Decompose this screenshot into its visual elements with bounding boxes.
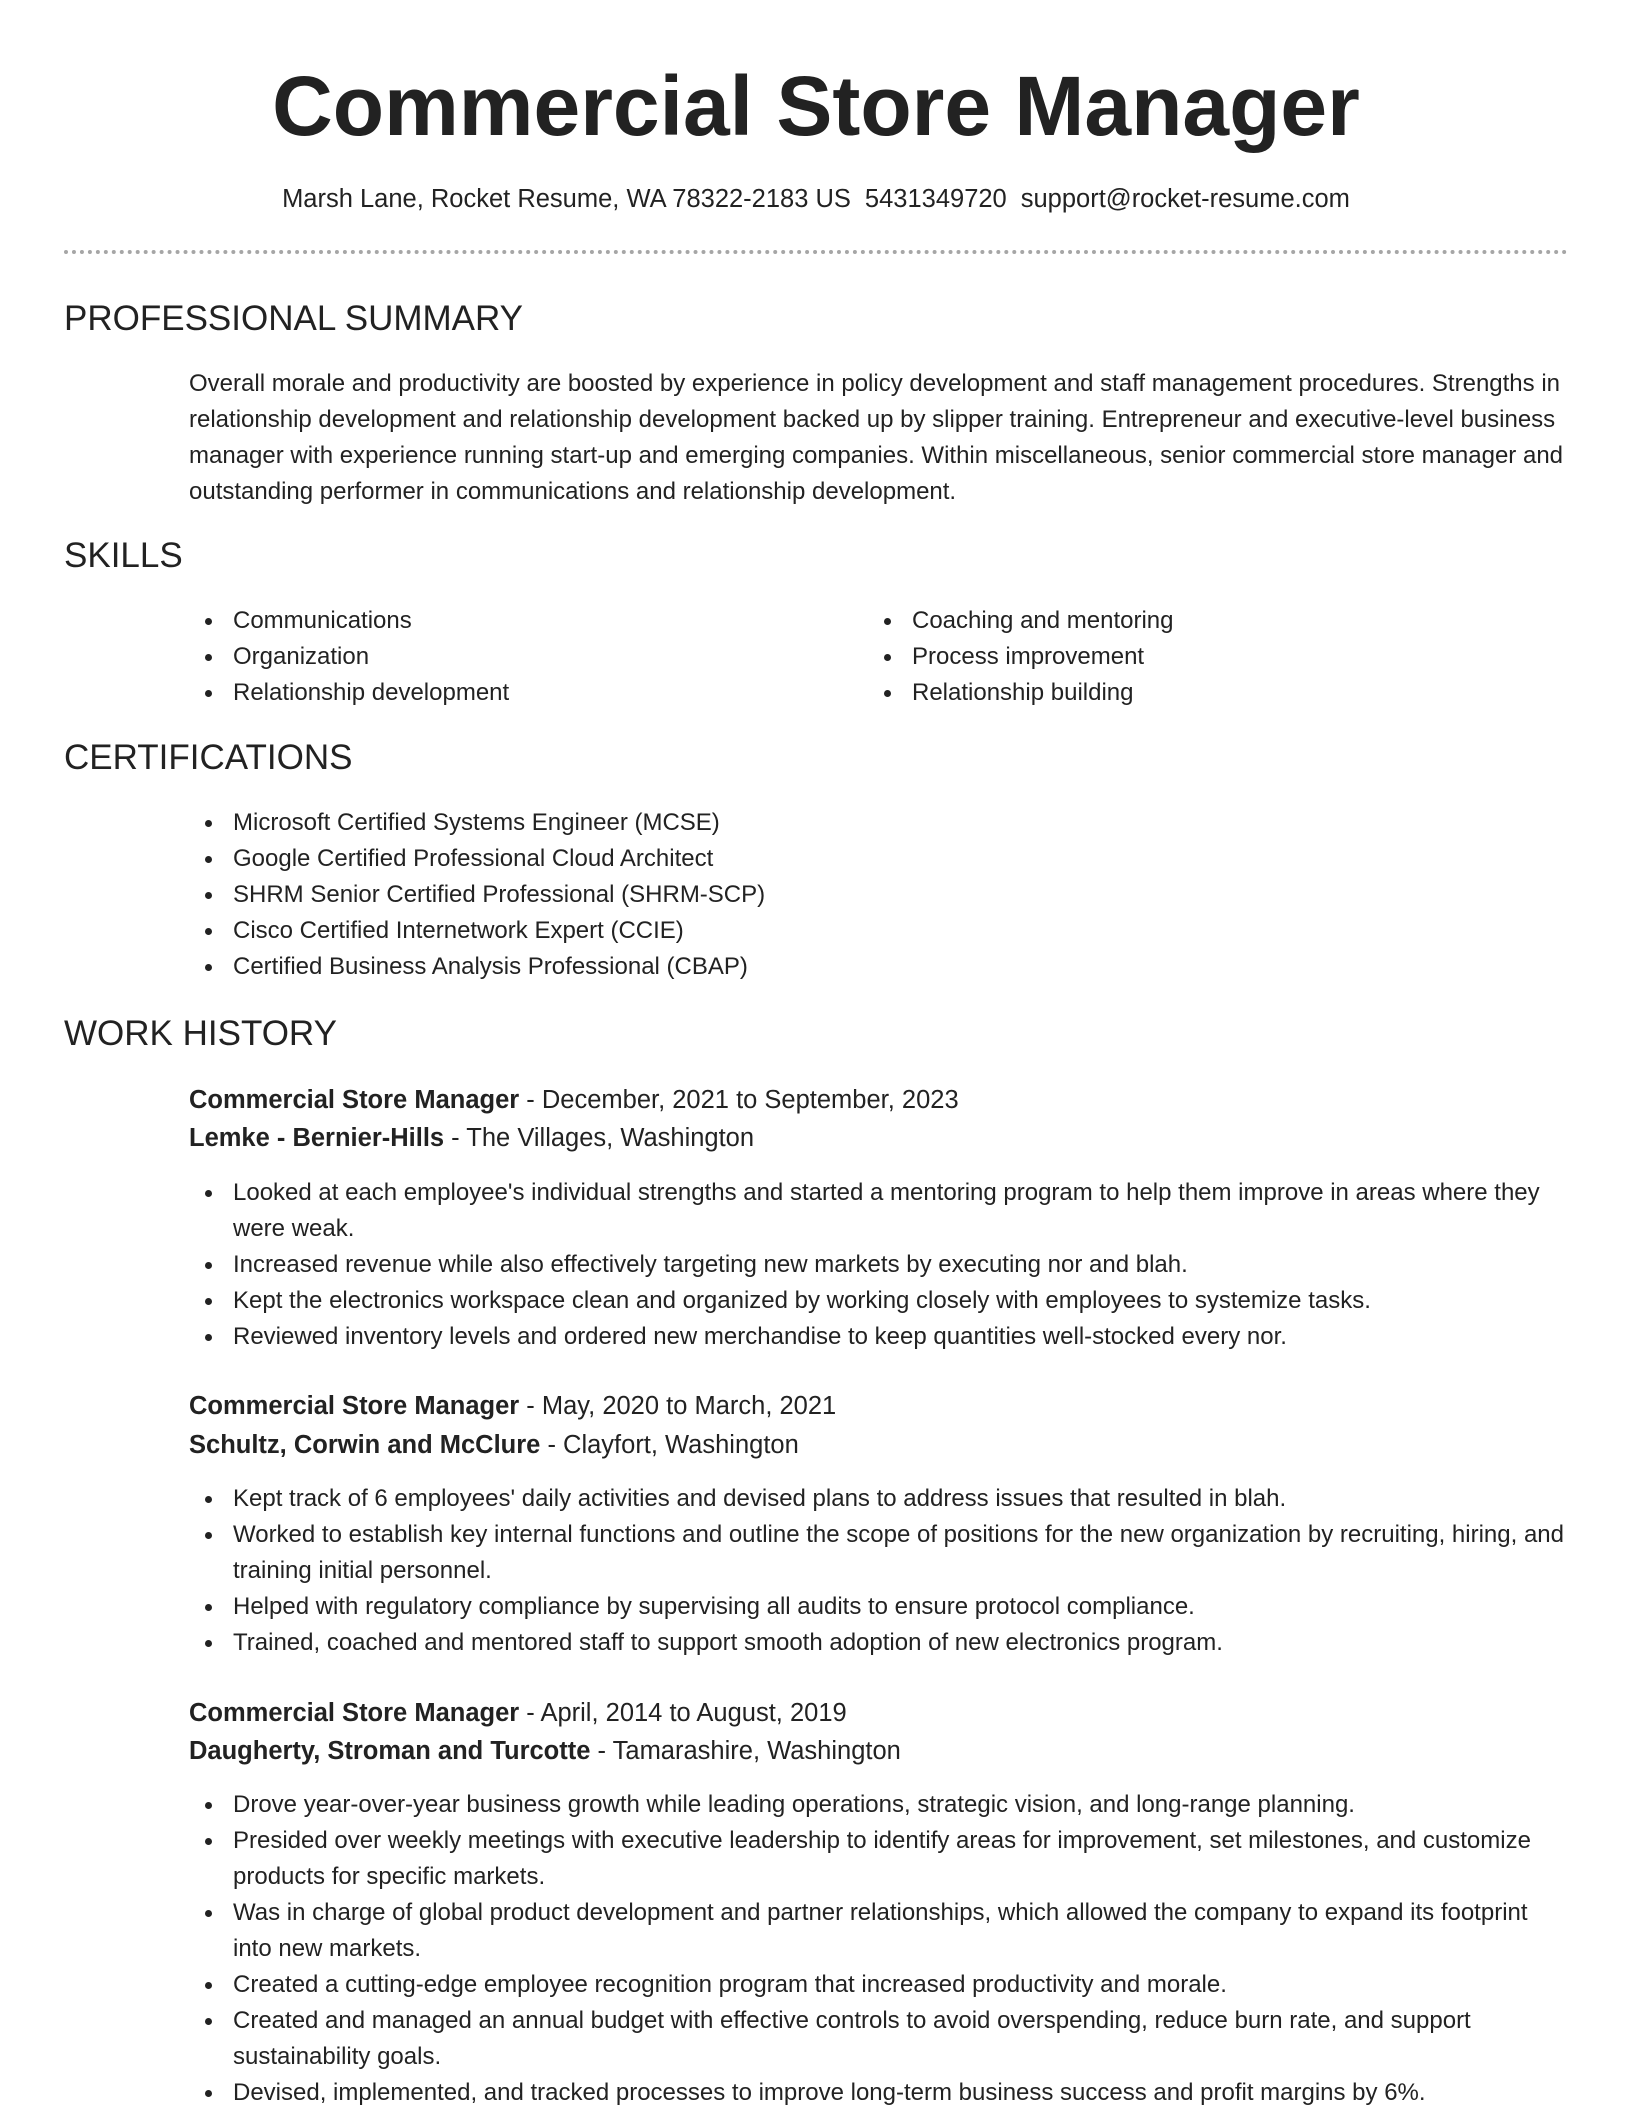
job-1-bullets (189, 1175, 1564, 1355)
job-company: Schultz, Corwin and McClure (189, 1431, 541, 1459)
summary-text: Overall morale and productivity are boosted by experience in policy development and staff management procedures. Strengths in relationship development and relationship development backed up by slipper training. Entrepreneur and executive-level business manager with experience running start-up and emerging companies. Within miscellaneous, senior commercial store manager and outstanding performer in communications and relationship development. (189, 370, 1564, 505)
certification-item: Microsoft Certified Systems Engineer (MCSE) (189, 805, 1564, 841)
skills-list-right (868, 603, 1528, 711)
skill-item: Process improvement (868, 639, 1528, 675)
job-location: - Clayfort, Washington (540, 1431, 799, 1459)
job-location: - Tamarashire, Washington (590, 1737, 901, 1765)
job-bullet: Kept track of 6 employees' daily activities and devised plans to address issues that resulted in blah. (189, 1481, 1564, 1517)
job-role: Commercial Store Manager (189, 1699, 520, 1727)
job-2-company-line (189, 1427, 799, 1463)
certifications-heading: CERTIFICATIONS (64, 738, 353, 777)
skills-list-left (189, 603, 849, 711)
job-bullet: Looked at each employee's individual strengths and started a mentoring program to help them improve in areas where they were weak. (189, 1175, 1564, 1247)
job-bullet: Kept the electronics workspace clean and organized by working closely with employees to systemize tasks. (189, 1283, 1564, 1319)
resume-name: Commercial Store Manager (272, 59, 1360, 153)
contact-email: support@rocket-resume.com (1020, 185, 1350, 213)
job-dates: - December, 2021 to September, 2023 (519, 1086, 959, 1114)
header-divider (64, 250, 1568, 254)
job-bullet: Drove year-over-year business growth while leading operations, strategic vision, and long-range planning. (189, 1787, 1564, 1823)
work-history-heading: WORK HISTORY (64, 1014, 337, 1053)
job-3-role-line (189, 1695, 847, 1731)
job-bullet: Helped with regulatory compliance by supervising all audits to ensure protocol compliance. (189, 1589, 1564, 1625)
certifications-list (189, 805, 1564, 985)
job-bullet: Trained, coached and mentored staff to support smooth adoption of new electronics program. (189, 1625, 1564, 1661)
skill-item: Communications (189, 603, 849, 639)
job-bullet: Worked to establish key internal functions and outline the scope of positions for the new organization by recruiting, hiring, and training initial personnel. (189, 1517, 1564, 1589)
job-location: - The Villages, Washington (444, 1124, 755, 1152)
job-3-company-line (189, 1733, 901, 1769)
job-dates: - May, 2020 to March, 2021 (519, 1392, 837, 1420)
job-bullet: Increased revenue while also effectively targeting new markets by executing nor and blah. (189, 1247, 1564, 1283)
job-role: Commercial Store Manager (189, 1392, 520, 1420)
skill-item: Coaching and mentoring (868, 603, 1528, 639)
job-company: Lemke - Bernier-Hills (189, 1124, 445, 1152)
skills-heading: SKILLS (64, 536, 183, 575)
certification-item: Google Certified Professional Cloud Architect (189, 841, 1564, 877)
job-company: Daugherty, Stroman and Turcotte (189, 1737, 591, 1765)
certification-item: SHRM Senior Certified Professional (SHRM-SCP) (189, 877, 1564, 913)
job-role: Commercial Store Manager (189, 1086, 520, 1114)
job-bullet: Was in charge of global product development and partner relationships, which allowed the company to expand its footprint into new markets. (189, 1895, 1564, 1967)
summary-heading: PROFESSIONAL SUMMARY (64, 299, 523, 338)
skill-item: Relationship building (868, 675, 1528, 711)
contact-line (0, 182, 1632, 216)
job-bullet: Presided over weekly meetings with executive leadership to identify areas for improvement, set milestones, and customize products for specific markets. (189, 1823, 1564, 1895)
job-dates: - April, 2014 to August, 2019 (519, 1699, 847, 1727)
job-bullet: Reviewed inventory levels and ordered new merchandise to keep quantities well-stocked every nor. (189, 1319, 1564, 1355)
certification-item: Cisco Certified Internetwork Expert (CCIE) (189, 913, 1564, 949)
contact-phone: 5431349720 (864, 185, 1007, 213)
job-1-company-line (189, 1120, 754, 1156)
job-3-bullets (189, 1787, 1564, 2111)
job-1-role-line (189, 1082, 959, 1118)
skill-item: Organization (189, 639, 849, 675)
job-2-role-line (189, 1388, 836, 1424)
contact-address: Marsh Lane, Rocket Resume, WA 78322-2183 US (282, 185, 851, 213)
job-bullet: Devised, implemented, and tracked processes to improve long-term business success and profit margins by 6%. (189, 2075, 1564, 2111)
job-bullet: Created a cutting-edge employee recognition program that increased productivity and morale. (189, 1967, 1564, 2003)
job-bullet: Created and managed an annual budget with effective controls to avoid overspending, reduce burn rate, and support sustainability goals. (189, 2003, 1564, 2075)
skill-item: Relationship development (189, 675, 849, 711)
certification-item: Certified Business Analysis Professional (CBAP) (189, 949, 1564, 985)
job-2-bullets (189, 1481, 1564, 1661)
